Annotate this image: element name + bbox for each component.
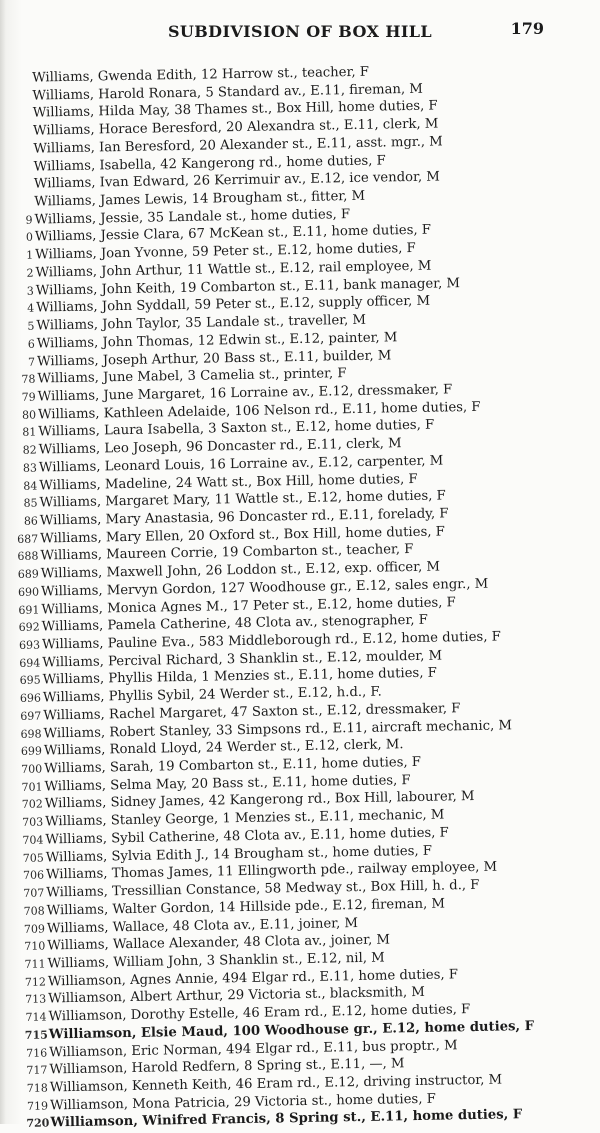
entry-number: 693 bbox=[18, 637, 40, 655]
entry-text: Williams, Gwenda Edith, 12 Harrow st., teacher, F bbox=[32, 65, 369, 86]
entry-text: Williams, John Taylor, 35 Landale st., traveller, M bbox=[36, 313, 366, 334]
entry-text: Williams, Pauline Eva., 583 Middleborough rd., E.12, home duties, F bbox=[42, 629, 501, 652]
entry-text: Williams, Mervyn Gordon, 127 Woodhouse gr., E.12, sales engr., M bbox=[41, 577, 488, 600]
entry-text: Williams, Mary Anastasia, 96 Doncaster rd., E.11, forelady, F bbox=[40, 506, 449, 528]
entry-number: 718 bbox=[26, 1079, 48, 1097]
entry-text: Williams, Stanley George, 1 Menzies st., E.11, mechanic, M bbox=[45, 808, 444, 830]
entry-number: 698 bbox=[19, 725, 41, 743]
entry-number: 9 bbox=[10, 211, 32, 229]
entry-text: Williams, Horace Beresford, 20 Alexandra st., E.11, clerk, M bbox=[33, 117, 439, 139]
entry-text: Williams, John Keith, 19 Combarton st., E.11, bank manager, M bbox=[36, 276, 460, 298]
entry-number: 720 bbox=[26, 1115, 48, 1133]
entry-text: Williams, Joan Yvonne, 59 Peter st., E.12, home duties, F bbox=[35, 241, 416, 263]
entry-number: 5 bbox=[12, 318, 34, 336]
entry-text: Williams, Selma May, 20 Bass st., E.11, home duties, F bbox=[44, 773, 410, 794]
entry-text: Williams, June Margaret, 16 Lorraine av., E.12, dressmaker, F bbox=[38, 382, 453, 404]
entry-text: Williams, Sylvia Edith J., 14 Brougham st., home duties, F bbox=[46, 843, 432, 865]
entry-text: Williams, Leonard Louis, 16 Lorraine av., E.12, carpenter, M bbox=[39, 453, 444, 475]
entry-number: 705 bbox=[22, 849, 44, 867]
entry-text: Williams, Ivan Edward, 26 Kerrimuir av., E.12, ice vendor, M bbox=[34, 170, 440, 192]
entry-number: 7 bbox=[13, 353, 35, 371]
entry-text: Williamson, Mona Patricia, 29 Victoria st., home duties, F bbox=[50, 1091, 436, 1113]
page-title: SUBDIVISION OF BOX HILL bbox=[0, 22, 600, 41]
entry-text: Williams, Laura Isabella, 3 Saxton st., E.12, home duties, F bbox=[38, 418, 434, 440]
entry-number: 719 bbox=[26, 1097, 48, 1115]
entry-text: Williams, Wallace Alexander, 48 Clota av., joiner, M bbox=[47, 933, 390, 954]
entry-text: Williams, Leo Joseph, 96 Doncaster rd., E.11, clerk, M bbox=[39, 436, 402, 457]
entry-number: 712 bbox=[24, 973, 46, 991]
entry-text: Williams, John Arthur, 11 Wattle st., E.12, rail employee, M bbox=[35, 259, 431, 281]
entry-number: 689 bbox=[17, 566, 39, 584]
entry-number: 81 bbox=[14, 424, 36, 442]
entry-text: Williams, Thomas James, 11 Ellingworth pde., railway employee, M bbox=[46, 860, 497, 883]
entry-text: Williams, Phyllis Sybil, 24 Werder st., E.12, h.d., F. bbox=[43, 685, 382, 706]
entry-text: Williams, June Mabel, 3 Camelia st., printer, F bbox=[37, 366, 346, 386]
entry-text: Williams, Walter Gordon, 14 Hillside pde., E.12, fireman, M bbox=[47, 896, 445, 918]
entry-text: Williams, Ian Beresford, 20 Alexander st., E.11, asst. mgr., M bbox=[33, 134, 443, 156]
entry-number: 690 bbox=[17, 583, 39, 601]
entry-number: 706 bbox=[22, 867, 44, 885]
entry-text: Williams, Ronald Lloyd, 24 Werder st., E.12, clerk, M. bbox=[44, 738, 404, 759]
entry-number: 4 bbox=[12, 300, 34, 318]
entry-text: Williams, Hilda May, 38 Thames st., Box Hill, home duties, F bbox=[33, 99, 438, 121]
entry-number: 703 bbox=[21, 814, 43, 832]
entry-number: 6 bbox=[13, 335, 35, 353]
entry-text: Williams, Monica Agnes M., 17 Peter st., E.12, home duties, F bbox=[41, 595, 456, 617]
electoral-roll-list bbox=[8, 60, 600, 1133]
entry-text: Williams, Kathleen Adelaide, 106 Nelson rd., E.11, home duties, F bbox=[38, 399, 481, 422]
entry-text: Williams, Robert Stanley, 33 Simpsons rd., E.11, aircraft mechanic, M bbox=[43, 718, 512, 741]
entry-number: 709 bbox=[23, 920, 45, 938]
entry-number: 700 bbox=[20, 761, 42, 779]
entry-text: Williams, William John, 3 Shanklin st., E.12, nil, M bbox=[47, 951, 384, 972]
entry-text: Williams, Rachel Margaret, 47 Saxton st., E.12, dressmaker, F bbox=[43, 701, 460, 723]
entry-text: Williamson, Winifred Francis, 8 Spring st., E.11, home duties, F bbox=[50, 1108, 522, 1131]
entry-number: 0 bbox=[11, 229, 33, 247]
entry-number: 2 bbox=[11, 264, 33, 282]
entry-number: 696 bbox=[19, 690, 41, 708]
entry-number: 702 bbox=[21, 796, 43, 814]
entry-number: 83 bbox=[15, 459, 37, 477]
entry-text: Williamson, Agnes Annie, 494 Elgar rd., E.11, home duties, F bbox=[48, 967, 458, 989]
entry-text: Williams, Sarah, 19 Combarton st., E.11, home duties, F bbox=[44, 755, 421, 777]
entry-number: 701 bbox=[20, 778, 42, 796]
entry-text: Williamson, Kenneth Keith, 46 Eram rd., E.12, driving instructor, M bbox=[50, 1073, 503, 1096]
entry-text: Williams, Sybil Catherine, 48 Clota av., E.11, home duties, F bbox=[45, 825, 449, 847]
entry-text: Williamson, Albert Arthur, 29 Victoria st., blacksmith, M bbox=[48, 985, 425, 1007]
entry-number: 715 bbox=[25, 1026, 47, 1044]
entry-text: Williams, Isabella, 42 Kangerong rd., home duties, F bbox=[34, 153, 386, 174]
entry-text: Williams, Joseph Arthur, 20 Bass st., E.11, builder, M bbox=[37, 348, 391, 369]
entry-text: Williamson, Dorothy Estelle, 46 Eram rd., E.12, home duties, F bbox=[48, 1002, 470, 1024]
entry-number: 708 bbox=[23, 902, 45, 920]
entry-number: 694 bbox=[18, 654, 40, 672]
entry-text: Williams, John Syddall, 59 Peter st., E.12, supply officer, M bbox=[36, 294, 430, 316]
entry-text: Williams, Sidney James, 42 Kangerong rd., Box Hill, labourer, M bbox=[45, 789, 475, 811]
entry-text: Williams, Jessie Clara, 67 McKean st., E.11, home duties, F bbox=[35, 223, 431, 245]
entry-number: 710 bbox=[23, 938, 45, 956]
entry-text: Williams, Madeline, 24 Watt st., Box Hill, home duties, F bbox=[39, 471, 418, 493]
entry-number: 688 bbox=[16, 548, 38, 566]
entry-text: Williams, Margaret Mary, 11 Wattle st., E.12, home duties, F bbox=[39, 489, 445, 511]
entry-number: 3 bbox=[12, 282, 34, 300]
entry-text: Williams, Mary Ellen, 20 Oxford st., Box Hill, home duties, F bbox=[40, 524, 445, 546]
entry-text: Williamson, Elsie Maud, 100 Woodhouse gr., E.12, home duties, F bbox=[49, 1019, 534, 1042]
entry-number: 697 bbox=[19, 707, 41, 725]
entry-number: 80 bbox=[14, 406, 36, 424]
entry-number: 84 bbox=[15, 477, 37, 495]
entry-text: Williamson, Eric Norman, 494 Elgar rd., E.11, bus proptr., M bbox=[49, 1038, 458, 1060]
page-number: 179 bbox=[511, 19, 544, 38]
entry-text: Williams, John Thomas, 12 Edwin st., E.12, painter, M bbox=[37, 330, 398, 351]
entry-number: 699 bbox=[20, 743, 42, 761]
entry-text: Williams, Phyllis Hilda, 1 Menzies st., E.11, home duties, F bbox=[43, 666, 437, 688]
entry-number: 716 bbox=[25, 1044, 47, 1062]
entry-number: 713 bbox=[24, 991, 46, 1009]
entry-text: Williams, Maureen Corrie, 19 Combarton st., teacher, F bbox=[40, 542, 413, 564]
entry-text: Williams, Tressillian Constance, 58 Medway st., Box Hill, h. d., F bbox=[46, 878, 479, 901]
entry-text: Williams, Percival Richard, 3 Shanklin st., E.12, moulder, M bbox=[42, 648, 442, 670]
entry-number: 79 bbox=[14, 389, 36, 407]
entry-text: Williams, Jessie, 35 Landale st., home duties, F bbox=[34, 207, 350, 228]
entry-number: 717 bbox=[25, 1062, 47, 1080]
entry-number: 85 bbox=[15, 495, 37, 513]
entry-number: 711 bbox=[23, 955, 45, 973]
entry-number: 707 bbox=[22, 885, 44, 903]
entry-number: 714 bbox=[24, 1009, 46, 1027]
entry-text: Williams, James Lewis, 14 Brougham st., fitter, M bbox=[34, 189, 365, 210]
entry-text: Williamson, Harold Redfern, 8 Spring st., E.11, —, M bbox=[49, 1056, 404, 1077]
entry-text: Williams, Maxwell John, 26 Loddon st., E.12, exp. officer, M bbox=[41, 560, 440, 582]
entry-number: 692 bbox=[18, 619, 40, 637]
entry-text: Williams, Harold Ronara, 5 Standard av., E.11, fireman, M bbox=[32, 81, 423, 103]
entry-number: 78 bbox=[13, 371, 35, 389]
entry-number: 86 bbox=[16, 513, 38, 531]
entry-text: Williams, Pamela Catherine, 48 Clota av., stenographer, F bbox=[42, 613, 428, 635]
entry-number: 687 bbox=[16, 530, 38, 548]
entry-text: Williams, Wallace, 48 Clota av., E.11, joiner, M bbox=[47, 916, 358, 936]
entry-number: 691 bbox=[17, 601, 39, 619]
entry-number: 1 bbox=[11, 247, 33, 265]
entry-number: 695 bbox=[19, 672, 41, 690]
entry-number: 704 bbox=[21, 831, 43, 849]
entry-number: 82 bbox=[14, 442, 36, 460]
